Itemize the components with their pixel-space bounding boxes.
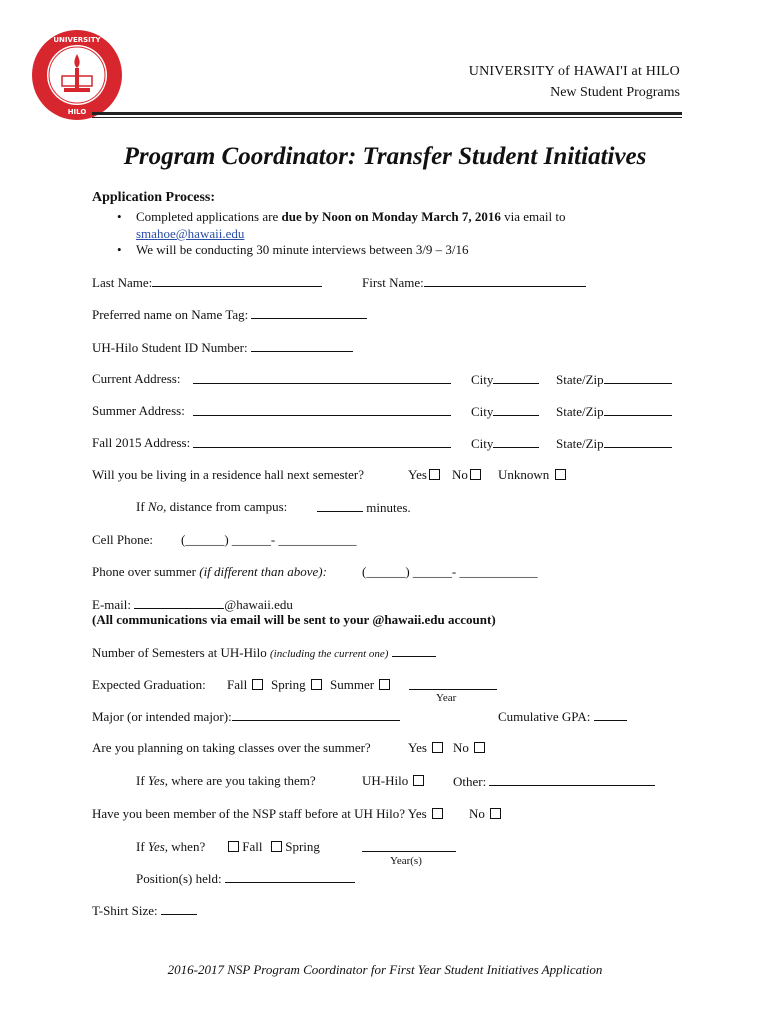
- current-state-field[interactable]: State/Zip: [556, 371, 672, 388]
- when-label: If Yes, when?: [136, 839, 206, 854]
- residence-no-checkbox[interactable]: No: [452, 467, 481, 483]
- where-label: If Yes, where are you taking them?: [136, 773, 316, 788]
- nsp-fall-checkbox[interactable]: Fall: [226, 839, 262, 855]
- semesters-field[interactable]: Number of Semesters at UH-Hilo (including the current one): [92, 644, 436, 661]
- bullet-1-text: Completed applications are due by Noon on Monday March 7, 2016 via email to: [136, 209, 566, 224]
- department-name: New Student Programs: [550, 85, 680, 100]
- svg-text:HILO: HILO: [67, 108, 87, 116]
- first-name-field[interactable]: First Name:: [362, 274, 586, 291]
- fall-state-field[interactable]: State/Zip: [556, 435, 672, 452]
- fall-city-field[interactable]: City: [471, 435, 539, 452]
- residence-yes-checkbox[interactable]: Yes: [408, 467, 440, 483]
- nsp-years-field[interactable]: [362, 839, 456, 856]
- cell-phone-field[interactable]: (______) ______- ____________: [181, 532, 357, 547]
- distance-label: If No, distance from campus:: [136, 499, 288, 514]
- footer-text: 2016-2017 NSP Program Coordinator for First Year Student Initiatives Application: [167, 962, 603, 977]
- nsp-spring-checkbox[interactable]: Spring: [269, 839, 320, 855]
- other-field[interactable]: Other:: [453, 773, 655, 790]
- bullet-2-text: We will be conducting 30 minute interviews between 3/9 – 3/16: [136, 242, 469, 257]
- summer-phone-field[interactable]: (______) ______- ____________: [362, 564, 538, 579]
- gpa-field[interactable]: Cumulative GPA:: [498, 708, 627, 725]
- summer-address-blank[interactable]: [193, 403, 451, 420]
- nsp-staff-no-checkbox[interactable]: No: [469, 806, 501, 822]
- residence-unknown-checkbox[interactable]: Unknown: [498, 467, 566, 483]
- tshirt-field[interactable]: T-Shirt Size:: [92, 902, 197, 919]
- svg-text:UNIVERSITY: UNIVERSITY: [53, 36, 101, 44]
- student-id-field[interactable]: UH-Hilo Student ID Number:: [92, 339, 353, 356]
- summer-classes-yes-checkbox[interactable]: Yes: [408, 740, 443, 756]
- summer-classes-no-checkbox[interactable]: No: [453, 740, 485, 756]
- major-field[interactable]: Major (or intended major):: [92, 708, 400, 725]
- years-caption: Year(s): [390, 855, 422, 867]
- bullet-1: •: [117, 209, 122, 224]
- positions-field[interactable]: Position(s) held:: [136, 870, 355, 887]
- application-heading: Application Process:: [92, 190, 216, 205]
- bullet-2: •: [117, 242, 122, 257]
- header-rule: [92, 112, 682, 115]
- last-name-field[interactable]: Last Name:: [92, 274, 322, 291]
- current-city-field[interactable]: City: [471, 371, 539, 388]
- grad-summer-checkbox[interactable]: Summer: [330, 677, 390, 693]
- email-link[interactable]: smahoe@hawaii.edu: [136, 226, 245, 241]
- nsp-staff-question[interactable]: Have you been member of the NSP staff before at UH Hilo? Yes: [92, 806, 443, 822]
- summer-classes-question: Are you planning on taking classes over the summer?: [92, 740, 371, 755]
- email-field[interactable]: E-mail: @hawaii.edu: [92, 597, 293, 612]
- summer-phone-label: Phone over summer (if different than above):: [92, 564, 327, 579]
- summer-address-field[interactable]: Summer Address:: [92, 403, 185, 418]
- expected-graduation-label: Expected Graduation:: [92, 677, 206, 692]
- preferred-name-field[interactable]: Preferred name on Name Tag:: [92, 306, 367, 323]
- current-address-field[interactable]: Current Address:: [92, 371, 181, 386]
- university-name: UNIVERSITY of HAWAI'I at HILO: [468, 64, 680, 79]
- summer-city-field[interactable]: City: [471, 403, 539, 420]
- year-caption: Year: [436, 692, 457, 704]
- distance-field[interactable]: minutes.: [317, 499, 411, 516]
- grad-fall-checkbox[interactable]: Fall: [227, 677, 263, 693]
- header-rule-thin: [92, 117, 682, 118]
- university-seal-logo: [30, 28, 124, 122]
- page-title: Program Coordinator: Transfer Student Initiatives: [123, 143, 647, 170]
- fall-address-blank[interactable]: [193, 435, 451, 452]
- grad-spring-checkbox[interactable]: Spring: [271, 677, 322, 693]
- email-note: (All communications via email will be sent to your @hawaii.edu account): [92, 612, 496, 627]
- residence-question: Will you be living in a residence hall next semester?: [92, 467, 365, 482]
- current-address-blank[interactable]: [193, 371, 451, 388]
- cell-phone-label: Cell Phone:: [92, 532, 154, 547]
- summer-state-field[interactable]: State/Zip: [556, 403, 672, 420]
- uh-hilo-checkbox[interactable]: UH-Hilo: [362, 773, 424, 789]
- fall-address-field[interactable]: Fall 2015 Address:: [92, 435, 191, 450]
